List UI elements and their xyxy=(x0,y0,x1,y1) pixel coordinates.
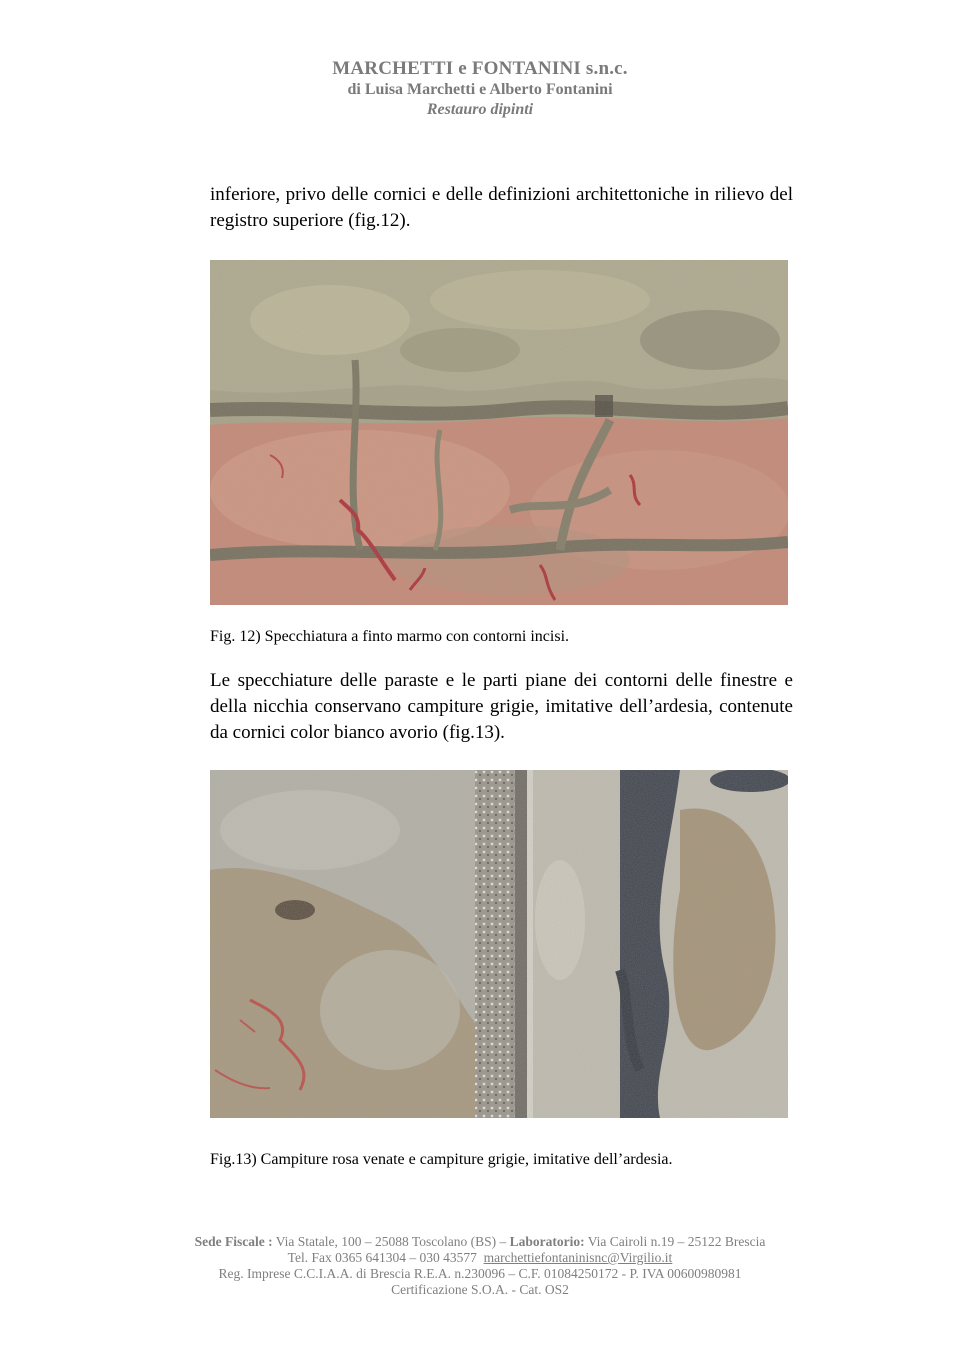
letterhead xyxy=(0,58,960,120)
figure-12-caption: Fig. 12) Specchiatura a finto marmo con contorni incisi. xyxy=(210,628,570,645)
footer-lab-label: Laboratorio: xyxy=(509,1234,585,1249)
footer-email-link[interactable]: marchettiefontaninisnc@Virgilio.it xyxy=(483,1250,673,1265)
figure-13-caption: Fig.13) Campiture rosa venate e campiture grigie, imitative dell’ardesia. xyxy=(210,1151,673,1168)
footer-fiscal-label: Sede Fiscale : xyxy=(194,1234,273,1249)
footer-phone: Tel. Fax 0365 641304 – 030 43577 xyxy=(287,1250,477,1265)
figure-13-photo xyxy=(210,770,788,1118)
company-owners: di Luisa Marchetti e Alberto Fontanini xyxy=(347,81,613,98)
footer-certification: Certificazione S.O.A. - Cat. OS2 xyxy=(391,1282,569,1297)
company-name: MARCHETTI e FONTANINI s.n.c. xyxy=(332,58,628,79)
footer-registry: Reg. Imprese C.C.I.A.A. di Brescia R.E.A. n.230096 – C.F. 01084250172 - P. IVA 00600980981 xyxy=(218,1266,742,1281)
company-activity: Restauro dipinti xyxy=(426,101,534,118)
footer-lab-address: Via Cairoli n.19 – 25122 Brescia xyxy=(587,1234,766,1249)
paragraph-specchiature: Le specchiature delle paraste e le parti piane dei contorni delle finestre e della nicchia conservano campiture grigie, imitative dell’ardesia, contenute da cornici color bianco avorio (fig.13). xyxy=(210,670,793,743)
page-footer xyxy=(0,1234,960,1298)
footer-contact-line xyxy=(0,1250,960,1266)
paragraph-continuation: inferiore, privo delle cornici e delle definizioni architettoniche in rilievo del registro superiore (fig.12). xyxy=(210,184,793,231)
figure-12-photo xyxy=(210,260,788,605)
footer-fiscal-address: Via Statale, 100 – 25088 Toscolano (BS) – xyxy=(275,1234,507,1249)
footer-address-line xyxy=(0,1234,960,1250)
